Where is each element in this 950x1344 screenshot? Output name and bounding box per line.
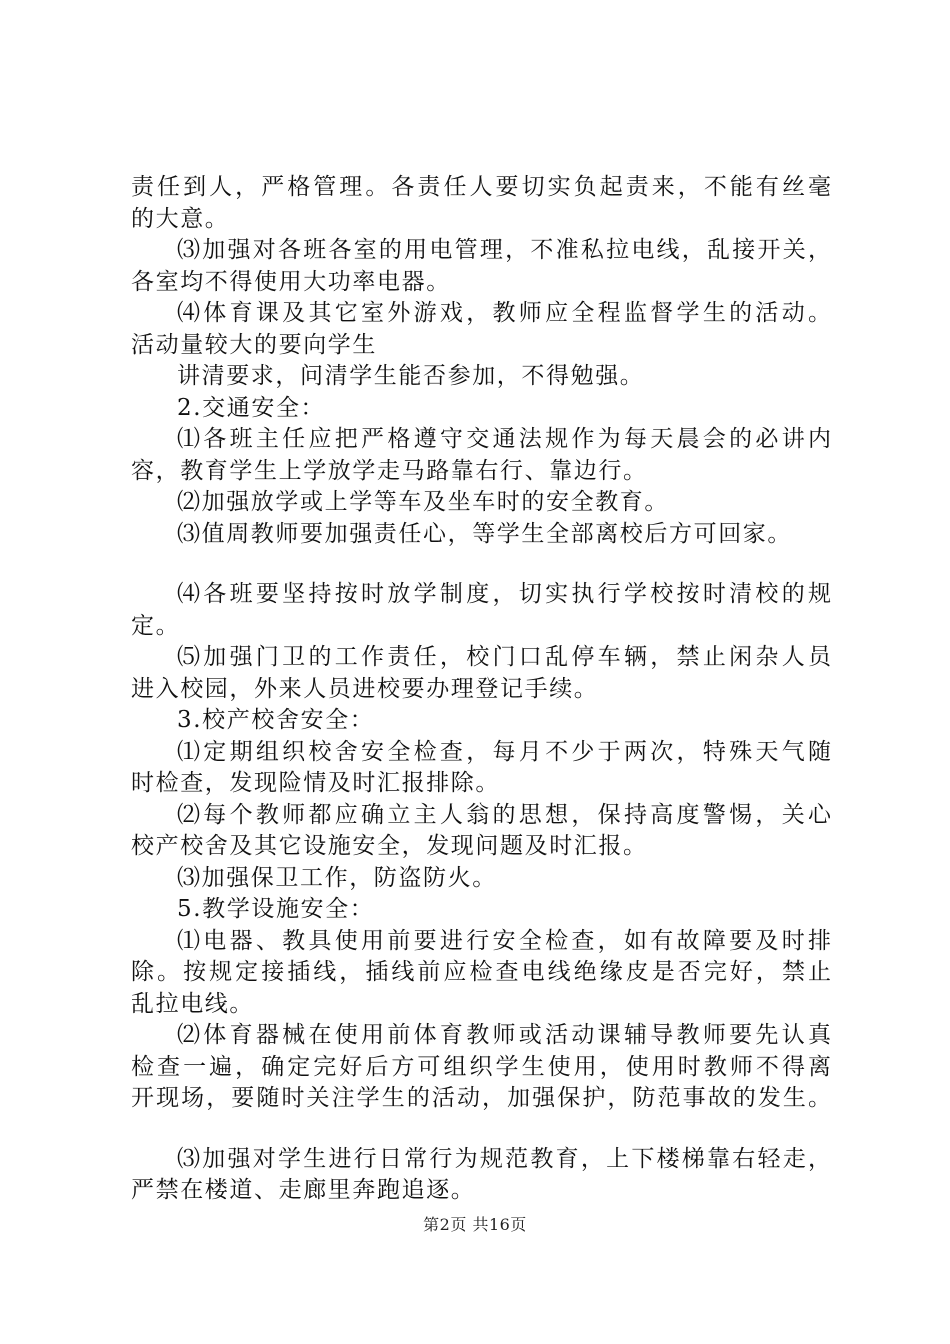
text-line: 活动量较大的要向学生	[131, 331, 377, 358]
text-line: ⑷体育课及其它室外游戏，教师应全程监督学生的活动。	[177, 300, 831, 326]
text-line: 定。	[131, 612, 181, 639]
text-line: 校产校舍及其它设施安全，发现问题及时汇报。	[131, 833, 648, 859]
text-line: 讲清要求，问清学生能否参加，不得勉强。	[177, 363, 645, 389]
text-line: 时检查，发现险情及时汇报排除。	[131, 770, 500, 796]
text-line: 检查一遍，确定完好后方可组织学生使用，使用时教师不得离	[131, 1053, 831, 1080]
paragraph-gap	[131, 1115, 831, 1144]
text-line: 责任到人，严格管理。各责任人要切实负起责来，不能有丝毫	[131, 174, 831, 200]
page-number-footer: 第2页 共16页	[423, 1215, 527, 1234]
text-line: ⑴电器、教具使用前要进行安全检查，如有故障要及时排	[177, 927, 831, 954]
section-heading: 3.校产校舍安全：	[177, 707, 375, 733]
text-line: 的大意。	[131, 205, 230, 232]
text-line: 严禁在楼道、走廊里奔跑追逐。	[131, 1177, 476, 1203]
text-line: ⑶加强保卫工作，防盗防火。	[177, 864, 497, 891]
text-line: ⑷各班要坚持按时放学制度，切实执行学校按时清校的规	[177, 581, 831, 607]
text-line: ⑵体育器械在使用前体育教师或活动课辅导教师要先认真	[177, 1022, 831, 1048]
text-line: 各室均不得使用大功率电器。	[131, 268, 451, 295]
document-body	[131, 172, 831, 1207]
text-line: ⑶加强对各班各室的用电管理，不准私拉电线，乱接开关，	[177, 237, 831, 263]
text-line: 除。按规定接插线，插线前应检查电线绝缘皮是否完好，禁止	[131, 959, 831, 985]
section-heading: 2.交通安全：	[177, 394, 326, 421]
text-line: ⑵加强放学或上学等车及坐车时的安全教育。	[177, 489, 669, 515]
section-heading: 5.教学设施安全：	[177, 896, 375, 922]
text-line: ⑴各班主任应把严格遵守交通法规作为每天晨会的必讲内	[177, 426, 831, 452]
text-line: 进入校园，外来人员进校要办理登记手续。	[131, 675, 599, 702]
text-line: 容，教育学生上学放学走马路靠右行、靠边行。	[131, 457, 648, 484]
text-line: ⑶值周教师要加强责任心，等学生全部离校后方可回家。	[177, 520, 792, 547]
text-line: ⑶加强对学生进行日常行为规范教育，上下楼梯靠右轻走，	[177, 1145, 831, 1172]
text-line: 开现场，要随时关注学生的活动，加强保护，防范事故的发生。	[131, 1085, 831, 1111]
text-line: ⑸加强门卫的工作责任，校门口乱停车辆，禁止闲杂人员	[177, 644, 831, 670]
text-line: ⑵每个教师都应确立主人翁的思想，保持高度警惕，关心	[177, 801, 831, 828]
text-line: ⑴定期组织校舍安全检查，每月不少于两次，特殊天气随	[177, 738, 831, 765]
text-line: 乱拉电线。	[131, 990, 254, 1017]
paragraph-gap	[131, 550, 831, 579]
